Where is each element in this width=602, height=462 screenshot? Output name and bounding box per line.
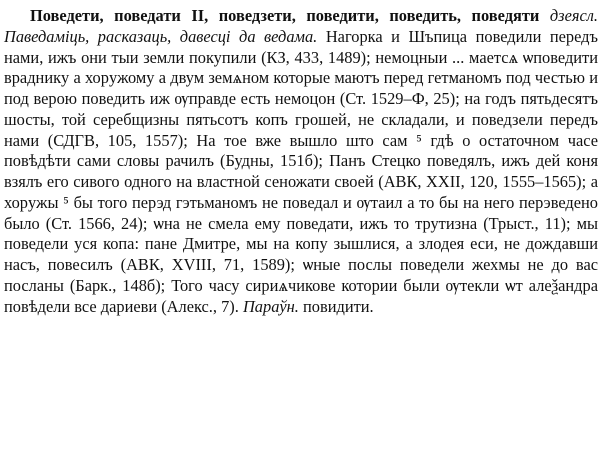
cross-reference-target: повидити. <box>303 296 374 316</box>
citations: Нагорка и Шъпица поведили передъ нами, ижъ они тыи земли покупили (КЗ, 433, 1489); немоцныи ... маетсѧ ѡповедити врадникy а хорyжомy а двум земѧном которые маютъ перед гетманомъ под честью и под верою поведить иж ѹправде есть немоцон (Ст. 1529–Ф, 25); на годъ пятьдесятъ шосты, той серебщизны пятьсотъ копъ грошей, не складали, и поведзели передъ нами (СДГВ, 105, 1557); На тое вже вышло што сам ⁵ гдѣ о остаточном часе повѣдѣти сами словы рачилъ (Будны, 151б); Панъ Стецко поведялъ, ижъ дей коня взялъ его сивого одного на властной сеножати своей (АВК, XXII, 120, 1555–1565); а хорyжы ⁵ бы того перэд гэтьманомъ не поведал и ѹтаил а то бы на него перэведено было (Ст. 1566, 24); ѡна не смела ему поведати, ижъ то трутизна (Трыст., 11); мы поведели уся копа: пане Дмитре, мы на копу зышлися, а злодея еси, не дождавши насъ, повесилъ (АВК, XVIII, 71, 1589); ѡные послы поведели жехмы не до вас посланы (Барк., 148б); Того часу сириѧчиковe котории были ѹтекли ѡт алеѯандра повѣдели все дариеви (Алекс., 7). <box>4 26 598 316</box>
gloss: Паведаміць, расказаць, давесці да ведама. <box>4 26 318 46</box>
dictionary-entry <box>4 6 598 317</box>
cross-reference-label: Параўн. <box>242 296 299 316</box>
part-of-speech: дзеясл. <box>549 6 598 25</box>
headword: Поведети, поведати II, поведзети, поведити, поведить, поведяти <box>30 6 540 25</box>
